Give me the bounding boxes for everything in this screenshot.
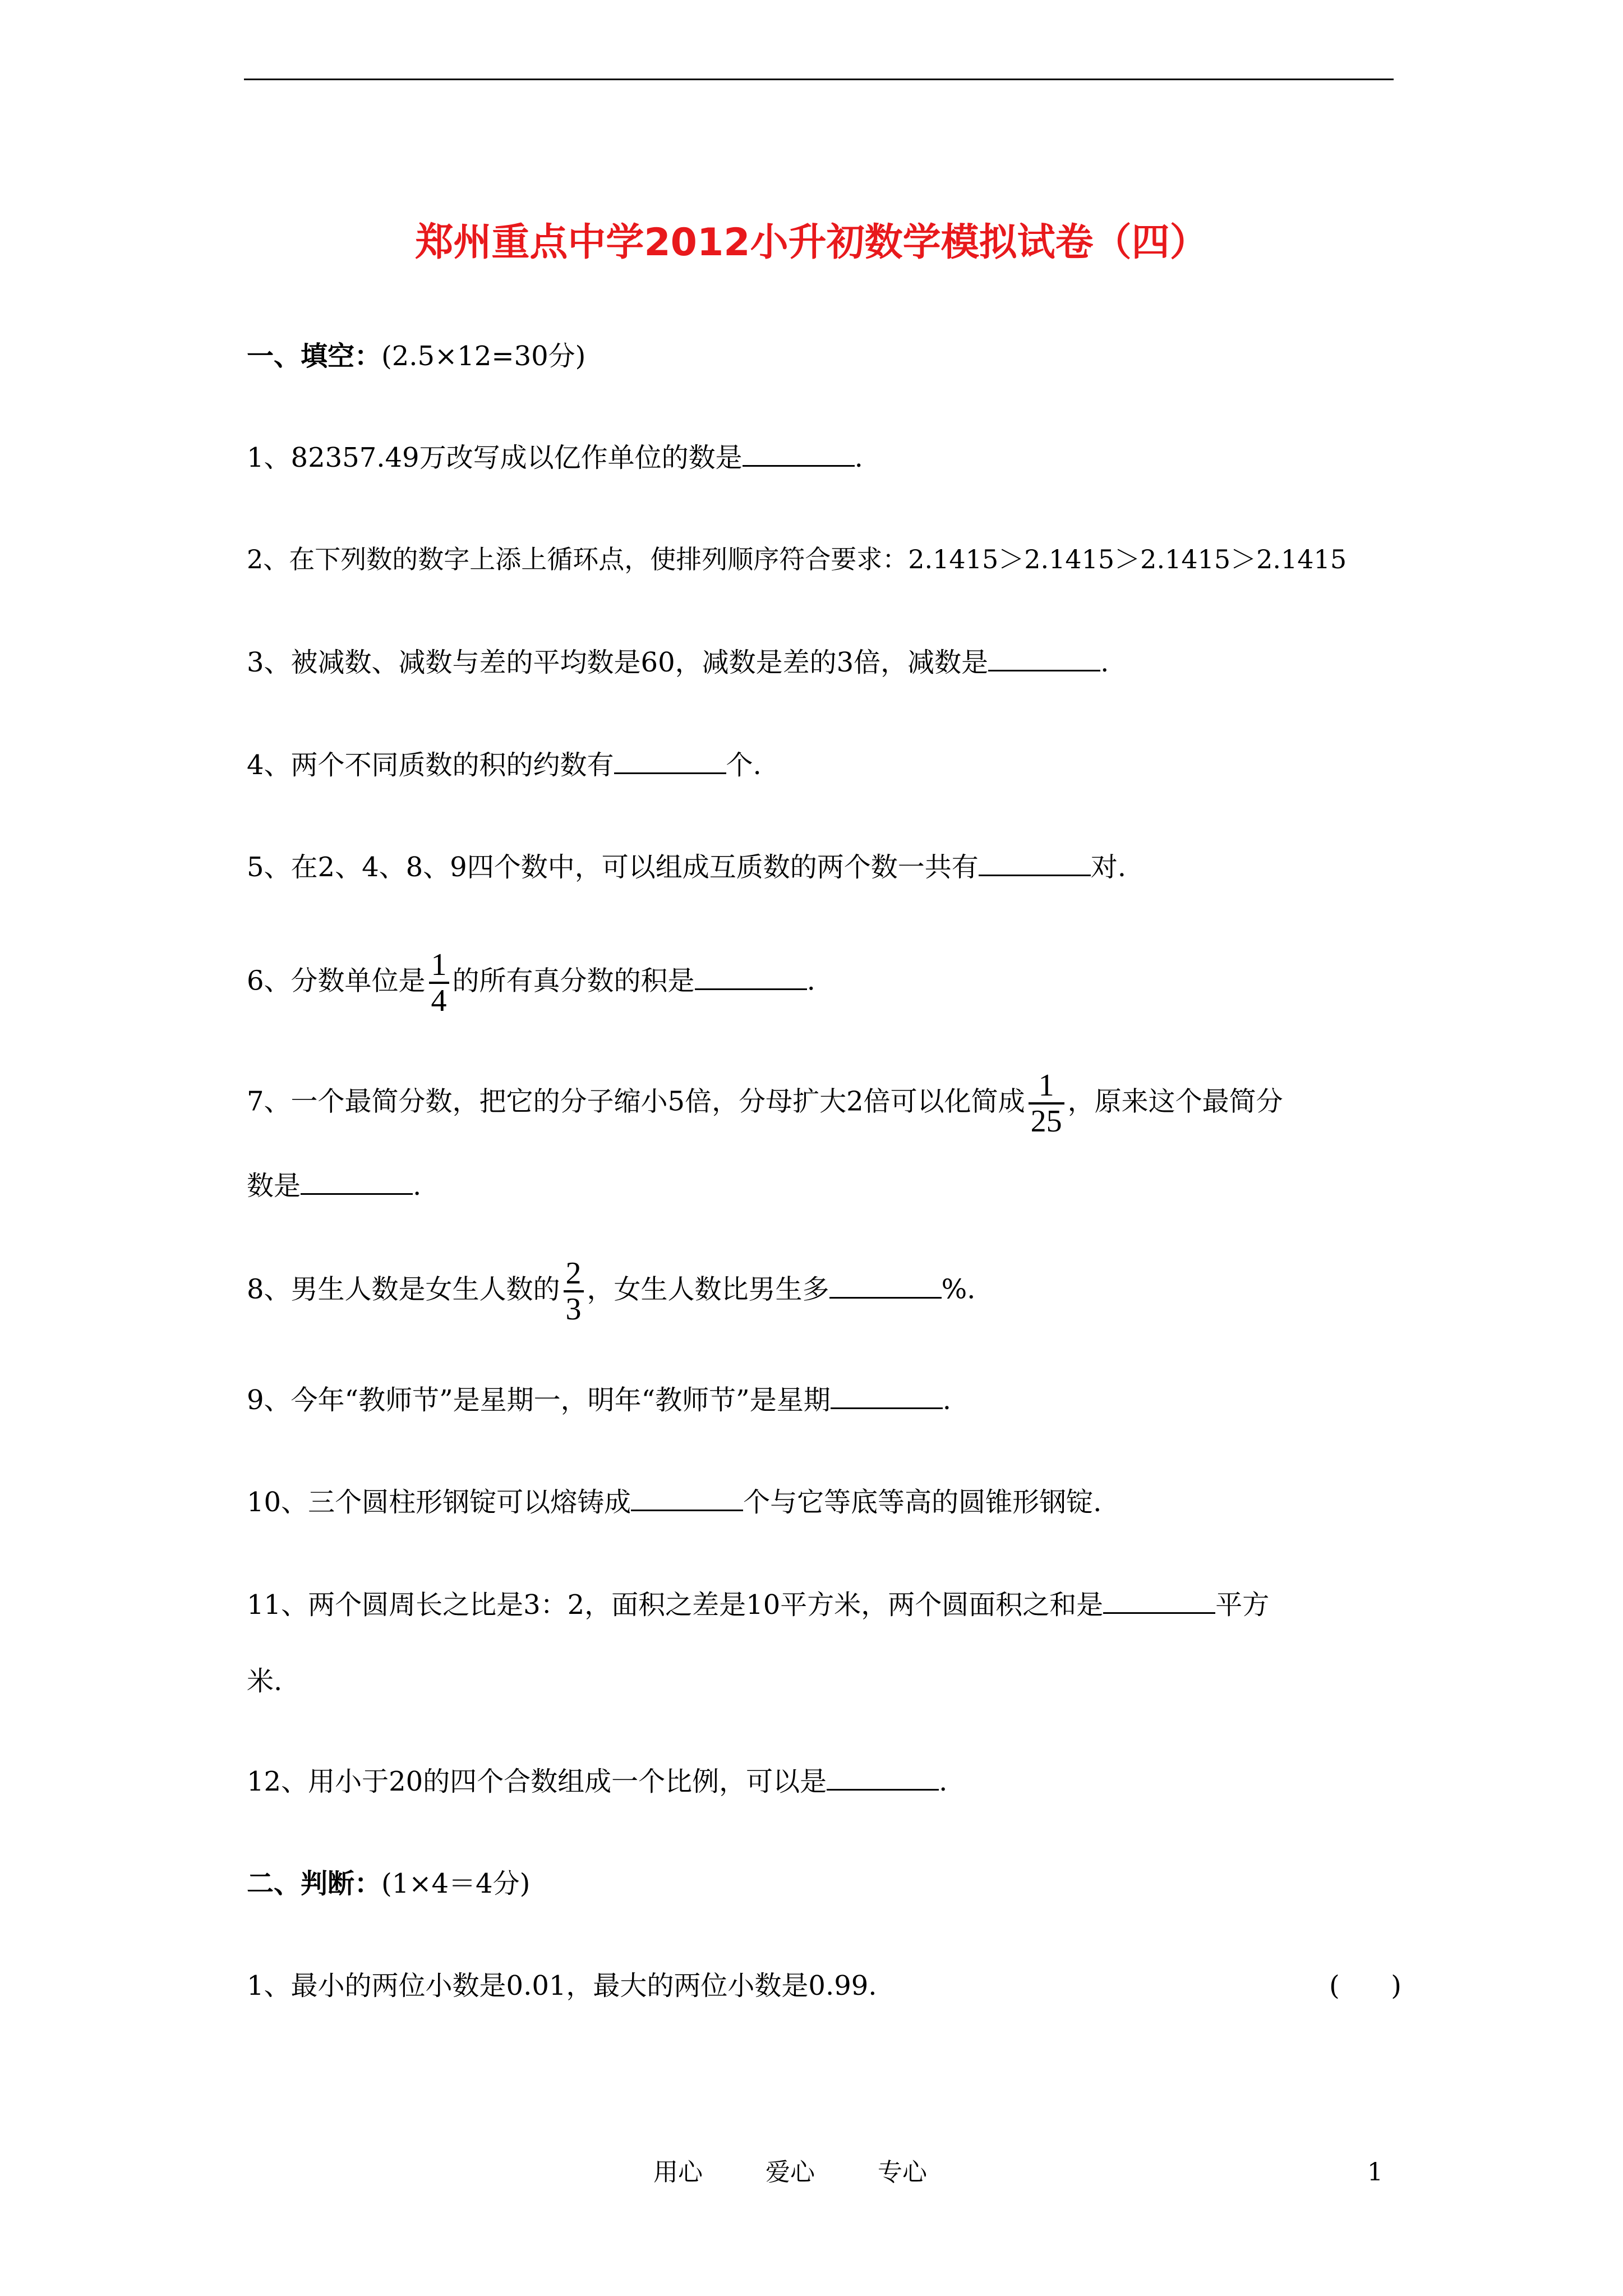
question-6-after: 的所有真分数的积是: [452, 965, 695, 997]
fraction-one-twentyfifth: [1029, 1069, 1064, 1138]
question-8-text: 8、男生人数是女生人数的: [247, 1273, 560, 1305]
answer-blank-1[interactable]: [743, 440, 855, 467]
question-4: [247, 748, 762, 782]
judgment-1-answer-parens[interactable]: ( ): [1329, 1970, 1401, 2001]
fraction-denominator: 25: [1030, 1104, 1062, 1139]
fraction-numerator: 1: [1029, 1069, 1064, 1105]
fraction-denominator: 4: [431, 983, 447, 1018]
question-1: [247, 440, 863, 475]
judgment-1: [247, 1969, 877, 2003]
question-7: [247, 1068, 1283, 1139]
section-fill-in-score: (2.5×12=30分): [381, 341, 586, 372]
section-judgment-title: 二、判断：: [247, 1868, 382, 1899]
question-9-end: .: [942, 1384, 951, 1416]
question-8-end: %.: [941, 1273, 976, 1305]
answer-blank-9[interactable]: [831, 1383, 943, 1409]
answer-blank-12[interactable]: [827, 1764, 939, 1791]
section-fill-in-title: 一、填空：: [247, 341, 382, 372]
header-rule: [244, 79, 1394, 80]
section-judgment-score: (1×4＝4分): [381, 1868, 531, 1899]
question-6: [247, 947, 815, 1018]
question-11-end: 平方: [1215, 1589, 1270, 1621]
question-10: [247, 1485, 1101, 1519]
question-11-line-2: [247, 1664, 282, 1698]
question-10-end: 个与它等底等高的圆锥形钢锭.: [743, 1487, 1102, 1518]
question-3-text: 3、被减数、减数与差的平均数是60，减数是差的3倍，减数是: [247, 647, 989, 678]
question-7-end: .: [413, 1170, 422, 1202]
section-fill-in: [247, 339, 585, 373]
fraction-denominator: 3: [565, 1292, 582, 1327]
question-3-end: .: [1100, 647, 1109, 678]
question-2-text: 2、在下列数的数字上添上循环点，使排列顺序符合要求：2.1415＞2.1415＞2.1415＞2.1415: [247, 544, 1347, 574]
question-4-end: 个.: [726, 749, 762, 781]
question-10-text: 10、三个圆柱形钢锭可以熔铸成: [247, 1487, 631, 1518]
question-7-line-2: [247, 1168, 421, 1203]
question-8-after: ，女生人数比男生多: [587, 1273, 829, 1305]
judgment-1-text: 1、最小的两位小数是0.01，最大的两位小数是0.99.: [247, 1970, 877, 2001]
question-3: [247, 645, 1109, 679]
answer-blank-3[interactable]: [988, 645, 1100, 671]
question-1-text: 1、82357.49万改写成以亿作单位的数是: [247, 442, 743, 473]
answer-blank-4[interactable]: [614, 748, 726, 774]
page-number: 1: [1367, 2158, 1383, 2187]
question-7-after: ，原来这个最简分: [1067, 1085, 1283, 1117]
fraction-two-thirds: [564, 1257, 584, 1326]
question-11: [247, 1588, 1269, 1622]
answer-blank-10[interactable]: [631, 1485, 743, 1511]
question-12-end: .: [939, 1766, 948, 1797]
question-6-end: .: [806, 965, 815, 997]
question-4-text: 4、两个不同质数的积的约数有: [247, 749, 614, 781]
question-9: [247, 1383, 951, 1417]
footer-text-2: 爱心: [766, 2158, 815, 2187]
question-5-text: 5、在2、4、8、9四个数中，可以组成互质数的两个数一共有: [247, 852, 979, 883]
question-7-line-2-text: 数是: [247, 1170, 301, 1202]
question-5: [247, 850, 1126, 884]
fraction-numerator: 2: [564, 1257, 584, 1292]
fraction-numerator: 1: [429, 948, 449, 984]
answer-blank-8[interactable]: [829, 1272, 942, 1299]
answer-blank-6[interactable]: [695, 964, 807, 990]
question-9-text: 9、今年“教师节”是星期一，明年“教师节”是星期: [247, 1384, 831, 1416]
question-2: [247, 542, 1347, 576]
footer-text-3: 专心: [878, 2158, 927, 2187]
footer-text-1: 用心: [653, 2158, 703, 2187]
question-7-text: 7、一个最简分数，把它的分子缩小5倍，分母扩大2倍可以化简成: [247, 1085, 1025, 1117]
question-6-text: 6、分数单位是: [247, 965, 426, 997]
question-11-text: 11、两个圆周长之比是3：2，面积之差是10平方米，两个圆面积之和是: [247, 1589, 1104, 1621]
question-8: [247, 1256, 976, 1327]
question-1-end: .: [854, 442, 863, 473]
answer-blank-5[interactable]: [979, 850, 1091, 876]
section-judgment: [247, 1867, 530, 1901]
question-11-line-2-text: 米.: [247, 1665, 283, 1697]
exam-title: 郑州重点中学2012小升初数学模拟试卷（四）: [415, 220, 1208, 265]
fraction-one-quarter: [429, 948, 449, 1018]
answer-blank-7[interactable]: [301, 1168, 413, 1195]
question-5-end: 对.: [1090, 852, 1126, 883]
question-12: [247, 1764, 947, 1798]
answer-blank-11[interactable]: [1103, 1588, 1215, 1614]
question-12-text: 12、用小于20的四个合数组成一个比例，可以是: [247, 1766, 827, 1797]
